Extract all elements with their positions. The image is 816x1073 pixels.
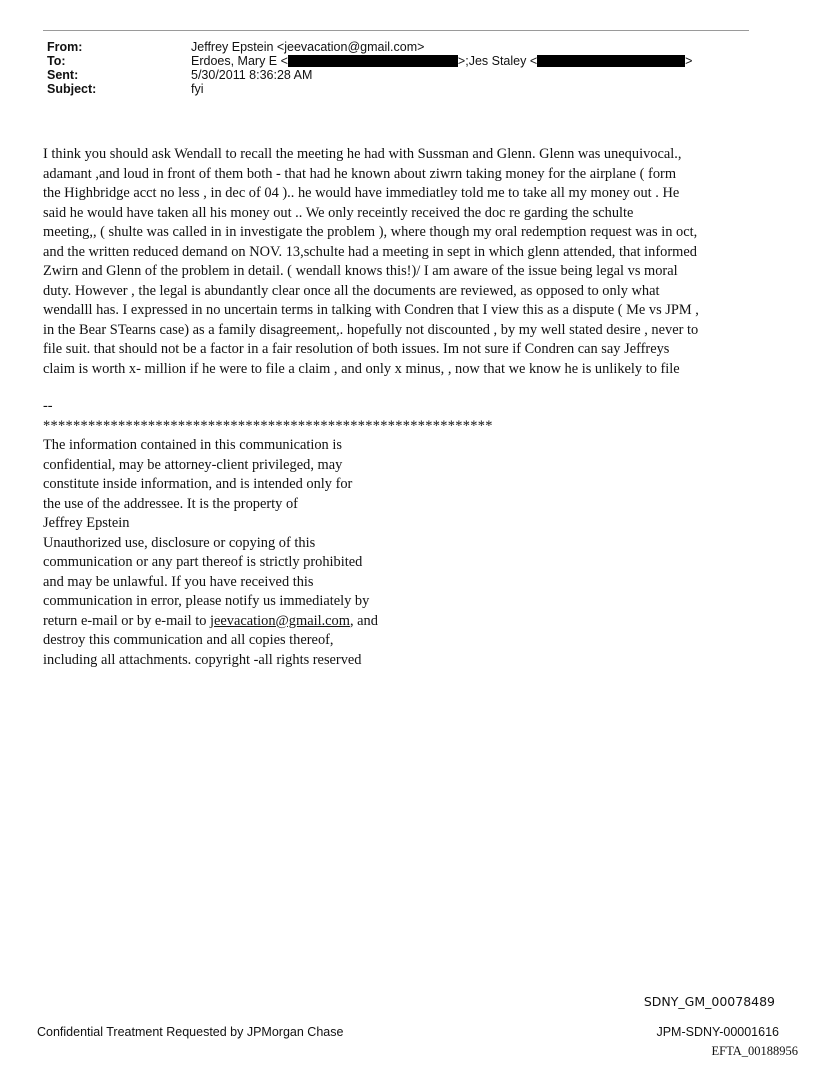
to-row <box>47 54 692 68</box>
body-line: Zwirn and Glenn of the problem in detail. ( wendall knows this!)/ I am aware of the issue being legal vs moral <box>43 263 678 279</box>
bates-number-sdny: SDNY_GM_00078489 <box>643 994 775 1009</box>
disclaimer-line: destroy this communication and all copies thereof, <box>43 632 334 648</box>
redaction-bar <box>288 55 458 67</box>
disclaimer-line: Unauthorized use, disclosure or copying of this <box>43 534 316 551</box>
to-end: > <box>685 54 693 68</box>
sent-value: 5/30/2011 8:36:28 AM <box>191 68 313 82</box>
signature-dashes: -- <box>43 398 53 414</box>
efta-number: EFTA_00188956 <box>711 1044 798 1058</box>
header-divider <box>43 30 749 31</box>
email-suffix: , and <box>349 612 378 629</box>
redaction-bar <box>537 55 685 67</box>
to-recipient-1: Erdoes, Mary E < <box>191 54 288 68</box>
sent-row <box>47 68 692 82</box>
from-label: From: <box>47 40 83 54</box>
email-header <box>47 40 692 96</box>
disclaimer-line: including all attachments. copyright -all rights reserved <box>43 651 362 668</box>
subject-label: Subject: <box>47 82 97 96</box>
to-value <box>191 54 692 68</box>
to-label: To: <box>47 54 66 68</box>
sent-label: Sent: <box>47 68 79 82</box>
email-link[interactable]: jeevacation@gmail.com <box>210 612 350 629</box>
disclaimer-line: confidential, may be attorney-client privileged, may <box>43 456 343 473</box>
bates-number-jpm: JPM-SDNY-00001616 <box>656 1025 779 1039</box>
body-line: adamant ,and loud in front of them both - that had he known about ziwrn taking money for the airplane ( form <box>43 165 677 182</box>
body-line: meeting,, ( shulte was called in in investigate the problem ), where though my oral redemption request was in oct, <box>43 224 698 240</box>
to-separator: >;Jes Staley < <box>457 54 538 68</box>
disclaimer-line: constitute inside information, and is intended only for <box>43 476 353 492</box>
body-line: file suit. that should not be a factor in a fair resolution of both issues. Im not sure if Condren can say Jeffreys <box>43 341 670 357</box>
email-signature <box>43 397 493 670</box>
from-value: Jeffrey Epstein <jeevacation@gmail.com> <box>191 40 425 54</box>
body-line: the Highbridge acct no less , in dec of 04 ).. he would have immediatley told me to take all my money out . He <box>43 185 680 201</box>
disclaimer-line: communication in error, please notify us immediately by <box>43 593 370 609</box>
disclaimer-email-line <box>43 612 493 632</box>
disclaimer-line: and may be unlawful. If you have received this <box>43 573 314 590</box>
from-row <box>47 40 692 54</box>
body-line: and the written reduced demand on NOV. 13,schulte had a meeting in sept in which glenn attended, that informed <box>43 243 697 260</box>
email-prefix: return e-mail or by e-mail to <box>43 612 211 629</box>
disclaimer-line: the use of the addressee. It is the property of <box>43 495 298 512</box>
email-body <box>43 145 755 379</box>
body-line: duty. However , the legal is abundantly clear once all the documents are reviewed, as opposed to only what <box>43 282 660 299</box>
subject-row <box>47 82 692 96</box>
disclaimer-line: communication or any part thereof is strictly prohibited <box>43 554 363 570</box>
confidential-notice: Confidential Treatment Requested by JPMorgan Chase <box>37 1025 344 1039</box>
body-line: claim is worth x- million if he were to file a claim , and only x minus, , now that we know he is unlikely to file <box>43 360 680 377</box>
subject-value: fyi <box>191 82 204 96</box>
disclaimer-line: The information contained in this communication is <box>43 437 342 453</box>
disclaimer-line: Jeffrey Epstein <box>43 515 130 531</box>
body-line: I think you should ask Wendall to recall the meeting he had with Sussman and Glenn. Glenn was unequivocal., <box>43 146 682 162</box>
signature-stars: ************************************************************ <box>43 417 493 434</box>
body-line: wendalll has. I expressed in no uncertain terms in talking with Condren that I view this as a dispute ( Me vs JPM , <box>43 302 699 318</box>
body-line: said he would have taken all his money out .. We only receintly received the doc re garding the schulte <box>43 204 634 221</box>
body-line: in the Bear STearns case) as a family disagreement,. hopefully not discounted , by my well stated desire , never to <box>43 321 699 338</box>
